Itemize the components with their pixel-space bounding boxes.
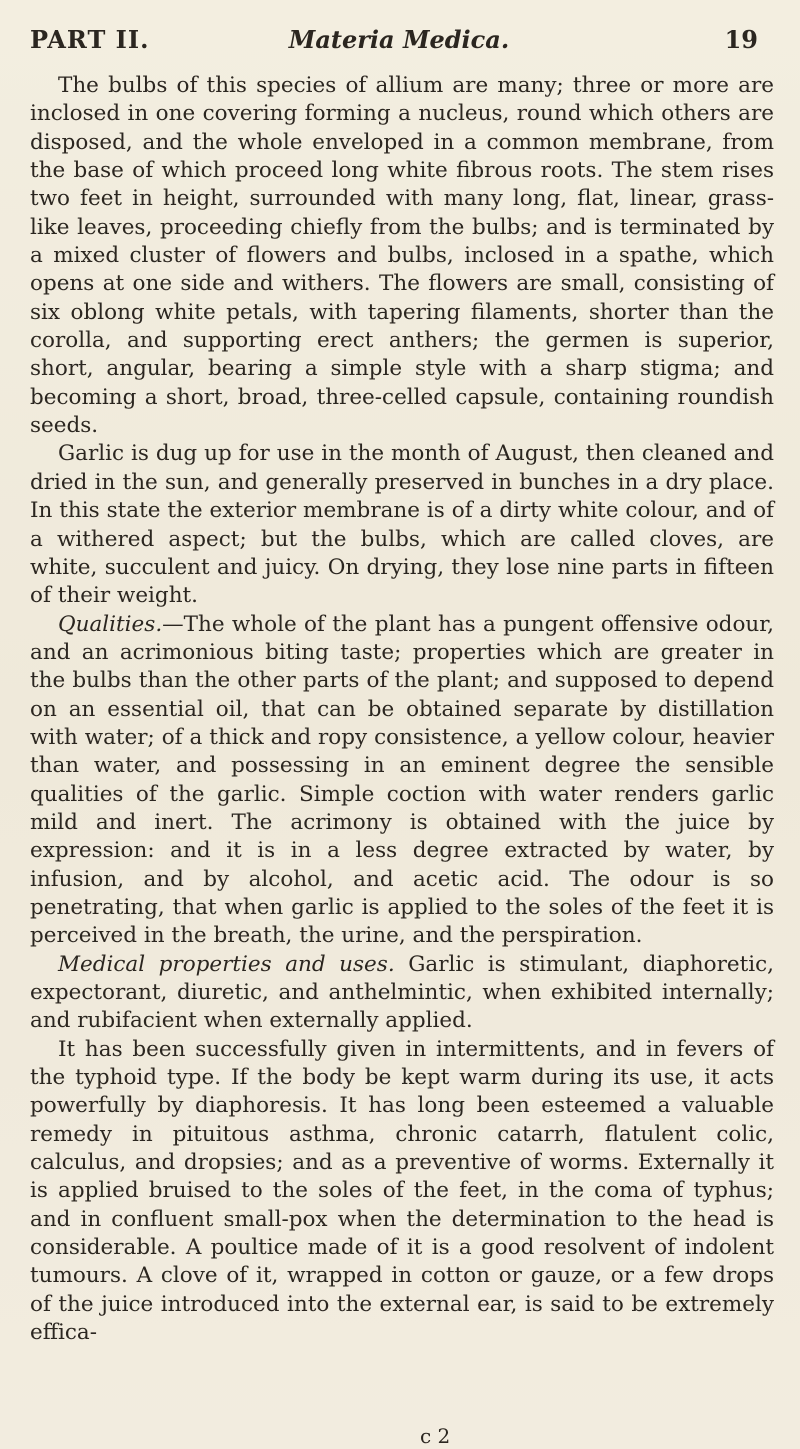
- part-label: PART II.: [30, 25, 150, 54]
- body-text: [30, 72, 774, 1347]
- signature-mark: c 2: [420, 1424, 451, 1448]
- paragraph-text: Garlic is dug up for use in the month of August, then cleaned and dried in the sun, and generally preserved in bunches in a dry place. In this state the exterior membrane is of a dirty white colour, and of a withered aspect; but the bulbs, which are called cloves, are white, succulent and juicy. On drying, they lose nine parts in fifteen of their weight.: [30, 441, 774, 609]
- paragraph-bulbs-description: [30, 72, 774, 440]
- running-header: [30, 22, 768, 58]
- paragraph-qualities: [30, 611, 774, 951]
- paragraph-garlic-harvest: [30, 440, 774, 610]
- paragraph-therapeutic-uses: [30, 1036, 774, 1348]
- paragraph-medical-properties: [30, 951, 774, 1036]
- running-title: Materia Medica.: [288, 25, 510, 54]
- paragraph-text: —The whole of the plant has a pungent offensive odour, and an acrimonious biting taste; properties which are greater in the bulbs than the other parts of the plant; and supposed to depend on an essential oil, that can be obtained separate by distillation with water; of a thick and ropy consistence, a yellow colour, heavier than water, and possessing in an eminent degree the sensible qualities of the garlic. Simple coction with water renders garlic mild and inert. The acrimony is obtained with the juice by expression: and it is in a less degree extracted by water, by infusion, and by alcohol, and acetic acid. The odour is so penetrating, that when garlic is applied to the soles of the feet it is perceived in the breath, the urine, and the perspiration.: [30, 611, 774, 949]
- paragraph-lead: Qualities.: [58, 611, 163, 637]
- paragraph-text: It has been successfully given in intermittents, and in fevers of the typhoid type. If the body be kept warm during its use, it acts powerfully by diaphoresis. It has long been esteemed a valuable remedy in pituitous asthma, chronic catarrh, flatulent colic, calculus, and dropsies; and as a preventive of worms. Externally it is applied bruised to the soles of the feet, in the coma of typhus; and in confluent small-pox when the determination to the head is considerable. A poultice made of it is a good resolvent of indolent tumours. A clove of it, wrapped in cotton or gauze, or a few drops of the juice introduced into the external ear, is said to be extremely effica-: [30, 1036, 774, 1346]
- page-number: 19: [724, 25, 758, 54]
- paragraph-lead: Medical properties and uses.: [58, 951, 395, 977]
- paragraph-text: Garlic is stimulant, diaphoretic, expectorant, diuretic, and anthelmintic, when exhibited internally; and rubifacient when externally applied.: [30, 951, 774, 1034]
- paragraph-text: The bulbs of this species of allium are many; three or more are inclosed in one covering forming a nucleus, round which others are disposed, and the whole enveloped in a common membrane, from the base of which proceed long white fibrous roots. The stem rises two feet in height, surrounded with many long, flat, linear, grass-like leaves, proceeding chiefly from the bulbs; and is terminated by a mixed cluster of flowers and bulbs, inclosed in a spathe, which opens at one side and withers. The flowers are small, consisting of six oblong white petals, with tapering filaments, shorter than the corolla, and supporting erect anthers; the germen is superior, short, angular, bearing a simple style with a sharp stigma; and becoming a short, broad, three-celled capsule, containing roundish seeds.: [30, 73, 774, 439]
